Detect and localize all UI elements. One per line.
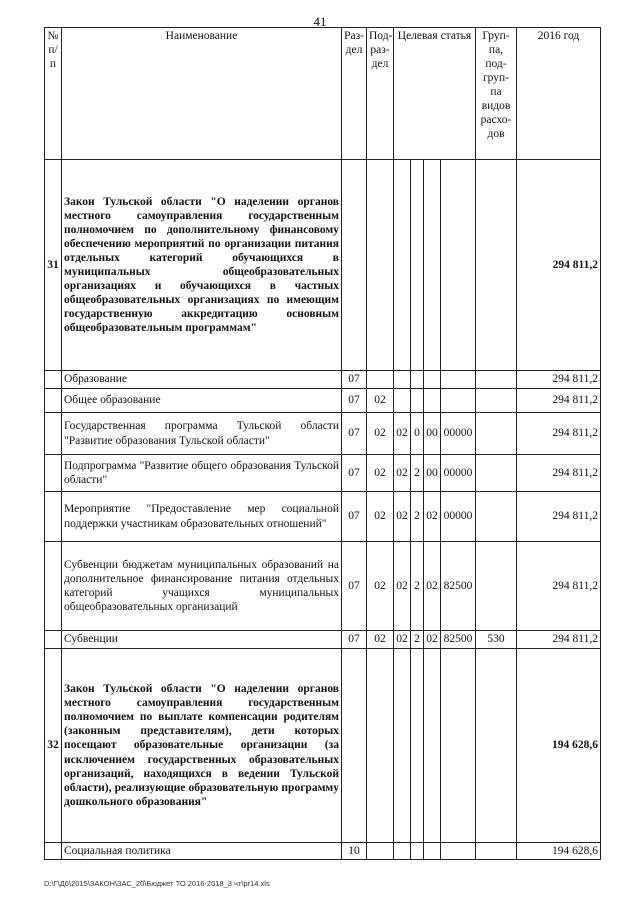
row-target-subprogram: 0 <box>411 413 424 455</box>
row-target-direction: 82500 <box>441 542 476 631</box>
table-row <box>45 542 601 631</box>
table-row <box>45 843 601 860</box>
row-name: Субвенции бюджетам муниципальных образований на дополнительное финансирование питания отдельных категорий учащихся муниципальных общеобразовательных организаций <box>62 542 342 631</box>
row-target-direction <box>441 843 476 860</box>
row-target-subprogram <box>411 160 424 371</box>
row-target-program <box>394 371 411 389</box>
row-target-direction: 82500 <box>441 631 476 649</box>
row-expense-group <box>476 160 517 371</box>
row-target-direction: 00000 <box>441 413 476 455</box>
row-section: 07 <box>342 455 367 492</box>
row-target-subprogram: 2 <box>411 455 424 492</box>
row-amount: 194 628,6 <box>517 843 601 860</box>
row-target-program <box>394 843 411 860</box>
header-num: № п/ п <box>45 28 62 160</box>
row-number <box>45 413 62 455</box>
table-row <box>45 160 601 371</box>
row-name: Подпрограмма "Развитие общего образования Тульской области" <box>62 455 342 492</box>
row-number <box>45 631 62 649</box>
row-target-direction: 00000 <box>441 492 476 542</box>
row-expense-group <box>476 371 517 389</box>
row-number <box>45 542 62 631</box>
row-section <box>342 649 367 843</box>
row-target-direction: 00000 <box>441 455 476 492</box>
row-target-subprogram <box>411 371 424 389</box>
budget-table <box>44 27 601 860</box>
row-target-event: 02 <box>424 631 441 649</box>
row-target-program: 02 <box>394 455 411 492</box>
row-name: Закон Тульской области "О наделении органов местного самоуправления государственным полномочием по выплате компенсации родителям (законным представителям), дети которых посещают образовательные организации (за исключением государственных образовательных организаций, находящихся в ведении Тульской области), реализующие образовательную программу дошкольного образования" <box>62 649 342 843</box>
row-subsection: 02 <box>367 389 394 413</box>
header-target-article: Целевая статья <box>394 28 476 160</box>
row-name: Образование <box>62 371 342 389</box>
row-amount: 294 811,2 <box>517 389 601 413</box>
row-number <box>45 843 62 860</box>
row-target-event <box>424 649 441 843</box>
row-name: Общее образование <box>62 389 342 413</box>
row-section: 07 <box>342 371 367 389</box>
row-name: Социальная политика <box>62 843 342 860</box>
row-target-subprogram <box>411 389 424 413</box>
row-subsection <box>367 160 394 371</box>
row-expense-group <box>476 389 517 413</box>
row-number: 31 <box>45 160 62 371</box>
row-section <box>342 160 367 371</box>
header-subsection: Под- раз- дел <box>367 28 394 160</box>
row-target-event: 00 <box>424 413 441 455</box>
row-number <box>45 455 62 492</box>
row-expense-group <box>476 413 517 455</box>
row-number <box>45 389 62 413</box>
row-target-program <box>394 389 411 413</box>
row-target-subprogram: 2 <box>411 631 424 649</box>
row-target-direction <box>441 160 476 371</box>
header-expense-group: Груп- па, под- груп- па видов расхо- дов <box>476 28 517 160</box>
row-target-program: 02 <box>394 542 411 631</box>
table-row <box>45 492 601 542</box>
row-number <box>45 371 62 389</box>
row-target-event <box>424 371 441 389</box>
row-number: 32 <box>45 649 62 843</box>
row-subsection: 02 <box>367 492 394 542</box>
row-target-direction <box>441 371 476 389</box>
row-expense-group: 530 <box>476 631 517 649</box>
row-target-subprogram <box>411 649 424 843</box>
table-row <box>45 455 601 492</box>
row-target-subprogram <box>411 843 424 860</box>
row-target-program: 02 <box>394 631 411 649</box>
row-amount: 294 811,2 <box>517 492 601 542</box>
row-subsection: 02 <box>367 413 394 455</box>
row-subsection <box>367 371 394 389</box>
table-row <box>45 371 601 389</box>
row-target-program <box>394 649 411 843</box>
row-section: 10 <box>342 843 367 860</box>
table-row <box>45 389 601 413</box>
row-amount: 294 811,2 <box>517 413 601 455</box>
row-name: Мероприятие "Предоставление мер социальной поддержки участникам образовательных отношений" <box>62 492 342 542</box>
row-subsection <box>367 843 394 860</box>
table-row <box>45 649 601 843</box>
row-section: 07 <box>342 413 367 455</box>
row-target-program: 02 <box>394 413 411 455</box>
row-target-direction <box>441 649 476 843</box>
row-subsection <box>367 649 394 843</box>
row-subsection: 02 <box>367 455 394 492</box>
table-row <box>45 413 601 455</box>
row-expense-group <box>476 843 517 860</box>
row-subsection: 02 <box>367 542 394 631</box>
row-amount: 294 811,2 <box>517 542 601 631</box>
row-expense-group <box>476 492 517 542</box>
header-name: Наименование <box>62 28 342 160</box>
row-target-event <box>424 389 441 413</box>
row-name: Закон Тульской области "О наделении органов местного самоуправления государственным полномочием по дополнительному финансовому обеспечению мероприятий по организации питания отдельных категорий обучающихся в муниципальных общеобразовательных организациях и обучающихся в частных общеобразовательных организациях по имеющим государственную аккредитацию основным общеобразовательным программам" <box>62 160 342 371</box>
header-row <box>45 28 601 160</box>
row-section: 07 <box>342 492 367 542</box>
row-amount: 294 811,2 <box>517 631 601 649</box>
row-target-subprogram: 2 <box>411 492 424 542</box>
row-expense-group <box>476 542 517 631</box>
header-section: Раз- дел <box>342 28 367 160</box>
row-name: Субвенции <box>62 631 342 649</box>
row-expense-group <box>476 455 517 492</box>
row-amount: 194 628,6 <box>517 649 601 843</box>
row-amount: 294 811,2 <box>517 455 601 492</box>
row-amount: 294 811,2 <box>517 160 601 371</box>
row-target-program: 02 <box>394 492 411 542</box>
row-number <box>45 492 62 542</box>
row-section: 07 <box>342 631 367 649</box>
row-subsection: 02 <box>367 631 394 649</box>
row-target-event: 02 <box>424 542 441 631</box>
row-name: Государственная программа Тульской области "Развитие образования Тульской области" <box>62 413 342 455</box>
row-target-event: 00 <box>424 455 441 492</box>
table-row <box>45 631 601 649</box>
row-target-subprogram: 2 <box>411 542 424 631</box>
row-expense-group <box>476 649 517 843</box>
header-year-2016: 2016 год <box>517 28 601 160</box>
row-target-event: 02 <box>424 492 441 542</box>
row-section: 07 <box>342 389 367 413</box>
row-target-direction <box>441 389 476 413</box>
file-path-footer: D:\Г\Д6\2015\ЗАКОН\ЗАС_20\Бюджет ТО 2016-2018_3 чт\pr14.xls <box>44 879 270 888</box>
row-target-program <box>394 160 411 371</box>
row-amount: 294 811,2 <box>517 371 601 389</box>
page-number: 41 <box>313 14 327 29</box>
row-target-event <box>424 843 441 860</box>
row-section: 07 <box>342 542 367 631</box>
row-target-event <box>424 160 441 371</box>
